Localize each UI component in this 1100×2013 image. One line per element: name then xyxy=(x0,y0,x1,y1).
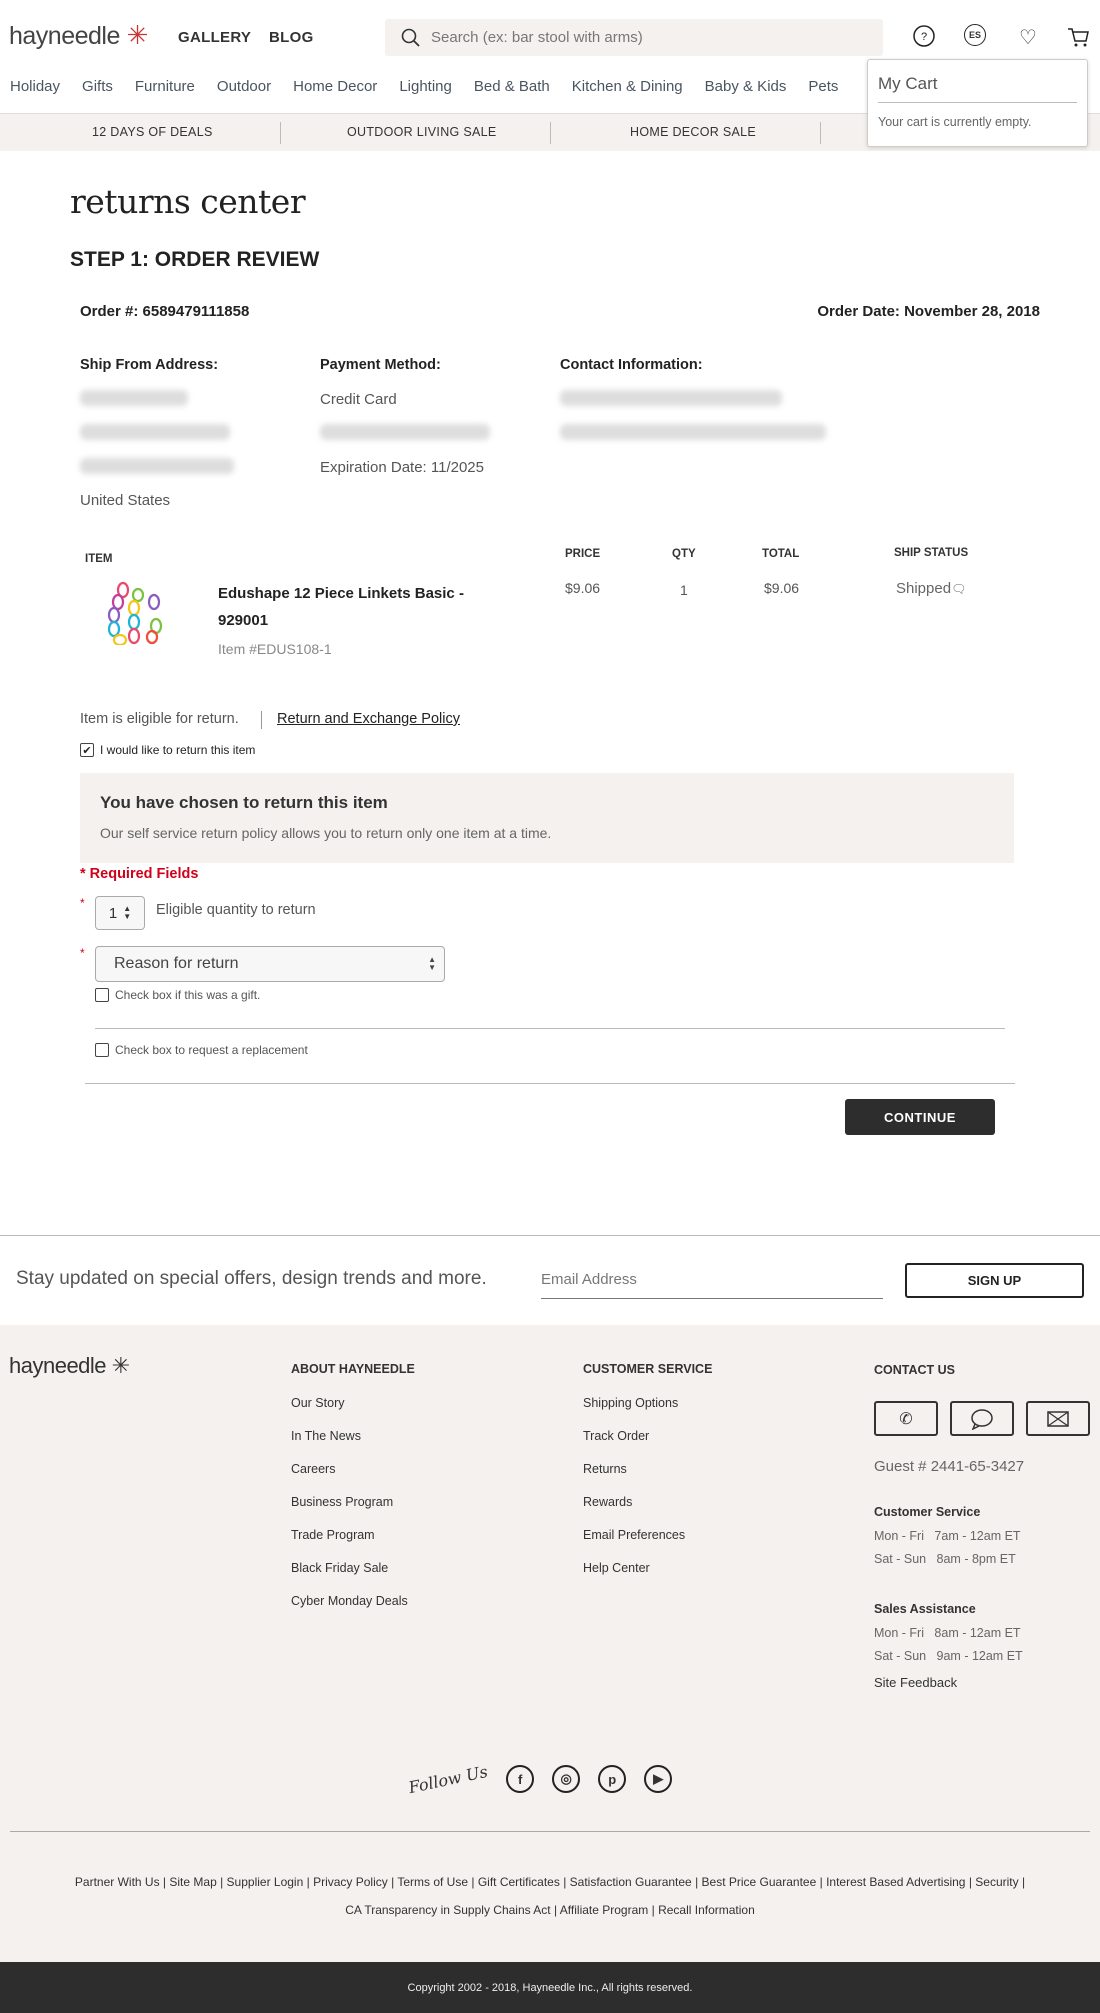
chat-icon xyxy=(970,1408,994,1430)
replacement-checkbox-row[interactable] xyxy=(95,1043,308,1057)
step-title: STEP 1: ORDER REVIEW xyxy=(70,248,320,271)
link-separator: | xyxy=(691,1875,702,1889)
divider xyxy=(550,122,551,144)
divider xyxy=(95,1028,1005,1029)
col-item: ITEM xyxy=(85,553,113,565)
copyright-bar xyxy=(0,1962,1100,2013)
link-separator: | xyxy=(303,1875,314,1889)
redacted-text xyxy=(560,424,826,440)
order-date: Order Date: November 28, 2018 xyxy=(817,303,1040,320)
heart-icon[interactable]: ♡ xyxy=(1019,26,1037,49)
footer-link[interactable]: Careers xyxy=(291,1462,336,1476)
col-ship-status: SHIP STATUS xyxy=(894,547,969,559)
product-total: $9.06 xyxy=(764,580,800,596)
replacement-checkbox[interactable] xyxy=(95,1043,109,1057)
divider xyxy=(0,1235,1100,1236)
promo-12-days[interactable]: 12 DAYS OF DEALS xyxy=(92,125,213,139)
category-holiday[interactable]: Holiday xyxy=(10,78,61,95)
return-item-checkbox[interactable]: ✔ xyxy=(80,743,94,757)
pinterest-icon[interactable]: p xyxy=(598,1765,626,1793)
gift-label: Check box if this was a gift. xyxy=(115,988,261,1002)
redacted-card xyxy=(320,424,490,440)
col-total: TOTAL xyxy=(762,548,800,560)
divider xyxy=(85,1083,1015,1084)
footer-links-row1 xyxy=(0,1875,1100,1889)
footer-bottom-link[interactable]: Satisfaction Guarantee xyxy=(569,1875,692,1889)
ship-country: United States xyxy=(80,492,171,509)
footer-links-row2 xyxy=(0,1903,1100,1917)
quantity-select[interactable] xyxy=(95,896,145,930)
footer-link[interactable]: Our Story xyxy=(291,1396,345,1410)
contact-column xyxy=(874,1363,1094,1690)
category-nav xyxy=(10,78,838,95)
cart-dropdown xyxy=(867,59,1088,147)
cart-title: My Cart xyxy=(878,74,1077,103)
contact-title: CONTACT US xyxy=(874,1363,956,1377)
category-gifts[interactable]: Gifts xyxy=(82,78,113,95)
footer-bottom-link[interactable]: Privacy Policy xyxy=(313,1875,388,1889)
reason-placeholder: Reason for return xyxy=(114,955,239,972)
footer-bottom-link[interactable]: Partner With Us xyxy=(74,1875,160,1889)
col-price: PRICE xyxy=(565,548,601,560)
service-column xyxy=(583,1362,712,1575)
sign-up-button[interactable]: SIGN UP xyxy=(905,1263,1084,1298)
facebook-icon[interactable]: f xyxy=(506,1765,534,1793)
nav-blog[interactable]: BLOG xyxy=(269,29,314,46)
footer-bottom-link[interactable]: Site Map xyxy=(169,1875,217,1889)
quantity-value: 1 xyxy=(108,904,118,922)
cart-icon[interactable] xyxy=(1065,24,1091,50)
category-outdoor[interactable]: Outdoor xyxy=(216,78,272,95)
language-es-button[interactable]: ES xyxy=(964,24,986,46)
footer-logo-text: hayneedle xyxy=(9,1353,107,1378)
logo-star-icon: ✳ xyxy=(106,1353,130,1378)
help-icon[interactable] xyxy=(911,24,937,50)
footer-bottom-link[interactable]: Supplier Login xyxy=(226,1875,304,1889)
footer-link[interactable]: In The News xyxy=(291,1429,361,1443)
footer-bottom-link[interactable]: CA Transparency in Supply Chains Act xyxy=(345,1903,551,1917)
footer-bottom-link[interactable]: Interest Based Advertising xyxy=(826,1875,966,1889)
category-lighting[interactable]: Lighting xyxy=(399,78,452,95)
email-button[interactable] xyxy=(1026,1401,1090,1436)
return-policy-link[interactable]: Return and Exchange Policy xyxy=(277,711,460,727)
email-input[interactable] xyxy=(541,1264,883,1299)
link-separator: | xyxy=(816,1875,827,1889)
sa-title: Sales Assistance xyxy=(874,1602,976,1616)
link-separator: | xyxy=(559,1875,570,1889)
ship-status xyxy=(896,580,966,597)
instagram-icon[interactable]: ◎ xyxy=(552,1765,580,1793)
hayneedle-logo[interactable] xyxy=(9,20,148,51)
category-kitchen-dining[interactable]: Kitchen & Dining xyxy=(571,78,683,95)
footer-link[interactable]: Email Preferences xyxy=(583,1528,686,1542)
cs-hours-weekday: Mon - Fri 7am - 12am ET xyxy=(874,1529,1021,1543)
stepper-arrows-icon: ▲ ▼ xyxy=(123,904,132,921)
payment-type: Credit Card xyxy=(320,391,397,408)
return-item-label: I would like to return this item xyxy=(100,743,256,757)
footer-bottom-link[interactable]: Terms of Use xyxy=(397,1875,469,1889)
footer-bottom-link[interactable]: Affiliate Program xyxy=(559,1903,649,1917)
category-furniture[interactable]: Furniture xyxy=(134,78,195,95)
sa-hours-weekend: Sat - Sun 9am - 12am ET xyxy=(874,1649,1023,1663)
nav-gallery[interactable]: GALLERY xyxy=(178,29,252,46)
guest-number: Guest # 2441-65-3427 xyxy=(874,1458,1025,1475)
category-pets[interactable]: Pets xyxy=(808,78,839,95)
required-asterisk: * xyxy=(80,896,85,910)
search-placeholder: Search (ex: bar stool with arms) xyxy=(431,29,643,46)
replacement-label: Check box to request a replacement xyxy=(115,1043,308,1057)
footer-logo[interactable] xyxy=(9,1353,130,1379)
ship-status-text: Shipped xyxy=(896,580,952,597)
service-title: CUSTOMER SERVICE xyxy=(583,1362,713,1376)
redacted-text xyxy=(560,390,782,406)
footer-link[interactable]: Business Program xyxy=(291,1495,394,1509)
order-number: Order #: 6589479111858 xyxy=(80,303,250,320)
newsletter-text: Stay updated on special offers, design trends and more. xyxy=(16,1268,487,1289)
logo-text: hayneedle xyxy=(9,22,120,50)
quantity-label: Eligible quantity to return xyxy=(156,902,316,918)
search-input[interactable] xyxy=(385,19,883,56)
footer-bottom-link[interactable]: Best Price Guarantee xyxy=(701,1875,817,1889)
product-qty: 1 xyxy=(680,582,688,598)
footer-link[interactable]: Help Center xyxy=(583,1561,650,1575)
footer-link[interactable]: Cyber Monday Deals xyxy=(291,1594,408,1608)
product-image xyxy=(100,580,175,645)
required-fields-note: * Required Fields xyxy=(80,866,199,882)
required-asterisk: * xyxy=(80,946,85,960)
link-separator: | xyxy=(159,1875,170,1889)
reason-select[interactable] xyxy=(95,946,445,982)
product-name[interactable]: Edushape 12 Piece Linkets Basic - 929001 xyxy=(218,585,464,629)
svg-text:?: ? xyxy=(920,31,928,43)
link-separator: | xyxy=(550,1903,560,1917)
category-baby-kids[interactable]: Baby & Kids xyxy=(704,78,787,95)
eligibility-text: Item is eligible for return. xyxy=(80,711,239,727)
promo-outdoor[interactable]: OUTDOOR LIVING SALE xyxy=(347,125,497,139)
site-feedback-link[interactable]: Site Feedback xyxy=(874,1675,958,1690)
gift-checkbox[interactable] xyxy=(95,988,109,1002)
divider xyxy=(261,711,262,729)
page-title: returns center xyxy=(70,182,306,221)
footer xyxy=(0,1325,1100,1962)
footer-link[interactable]: Trade Program xyxy=(291,1528,375,1542)
chat-button[interactable] xyxy=(950,1401,1014,1436)
footer-link[interactable]: Returns xyxy=(583,1462,627,1476)
phone-button[interactable] xyxy=(874,1401,938,1436)
link-separator: | xyxy=(965,1875,976,1889)
payment-method-label: Payment Method: xyxy=(320,357,441,373)
footer-bottom-link[interactable]: Gift Certificates xyxy=(477,1875,560,1889)
speech-bubble-icon[interactable]: 🗨 xyxy=(951,582,967,596)
redacted-text xyxy=(80,458,234,474)
cart-empty-message: Your cart is currently empty. xyxy=(878,115,1032,129)
divider xyxy=(280,122,281,144)
phone-icon: ✆ xyxy=(899,1410,913,1428)
footer-link[interactable]: Rewards xyxy=(583,1495,633,1509)
footer-bottom-link[interactable]: Security xyxy=(975,1875,1019,1889)
continue-button[interactable]: CONTINUE xyxy=(845,1099,995,1135)
footer-link[interactable]: Black Friday Sale xyxy=(291,1561,389,1575)
ship-from-label: Ship From Address: xyxy=(80,357,219,373)
contact-info-label: Contact Information: xyxy=(560,357,703,373)
footer-link[interactable]: Shipping Options xyxy=(583,1396,679,1410)
search-icon xyxy=(401,28,421,48)
cs-title: Customer Service xyxy=(874,1505,981,1519)
link-separator: | xyxy=(387,1875,398,1889)
email-placeholder: Email Address xyxy=(541,1271,637,1288)
col-qty: QTY xyxy=(672,548,696,560)
redacted-text xyxy=(80,390,188,406)
return-item-checkbox-row[interactable] xyxy=(80,743,255,757)
footer-bottom-link[interactable]: Recall Information xyxy=(658,1903,755,1917)
promo-home-decor[interactable]: HOME DECOR SALE xyxy=(630,125,757,139)
envelope-icon xyxy=(1047,1411,1069,1427)
youtube-icon[interactable]: ▶ xyxy=(644,1765,672,1793)
link-separator: | xyxy=(216,1875,227,1889)
copyright: Copyright 2002 - 2018, Hayneedle Inc., All rights reserved. xyxy=(407,1981,693,1994)
category-home-decor[interactable]: Home Decor xyxy=(293,78,378,95)
return-box-text: Our self service return policy allows you to return only one item at a time. xyxy=(100,825,552,841)
logo-star-icon: ✳ xyxy=(119,20,148,50)
cs-hours-weekend: Sat - Sun 8am - 8pm ET xyxy=(874,1552,1016,1566)
about-title: ABOUT HAYNEEDLE xyxy=(291,1362,415,1376)
social-row xyxy=(406,1761,672,1797)
category-bed-bath[interactable]: Bed & Bath xyxy=(473,78,550,95)
sa-hours-weekday: Mon - Fri 8am - 12am ET xyxy=(874,1626,1021,1640)
return-box-title: You have chosen to return this item xyxy=(100,793,388,812)
product-price: $9.06 xyxy=(565,580,601,596)
footer-link[interactable]: Track Order xyxy=(583,1429,650,1443)
select-arrows-icon: ▲ ▼ xyxy=(428,955,436,972)
link-separator: | xyxy=(1018,1875,1026,1889)
gift-checkbox-row[interactable] xyxy=(95,988,260,1002)
link-separator: | xyxy=(648,1903,659,1917)
return-info-box xyxy=(80,773,1014,863)
link-separator: | xyxy=(468,1875,478,1889)
redacted-text xyxy=(80,424,230,440)
about-column xyxy=(291,1362,415,1608)
divider xyxy=(820,122,821,144)
follow-us-script: Follow Us xyxy=(406,1761,490,1797)
expiration-date: Expiration Date: 11/2025 xyxy=(320,459,484,476)
divider xyxy=(10,1831,1090,1832)
product-sku: Item #EDUS108-1 xyxy=(218,641,332,657)
